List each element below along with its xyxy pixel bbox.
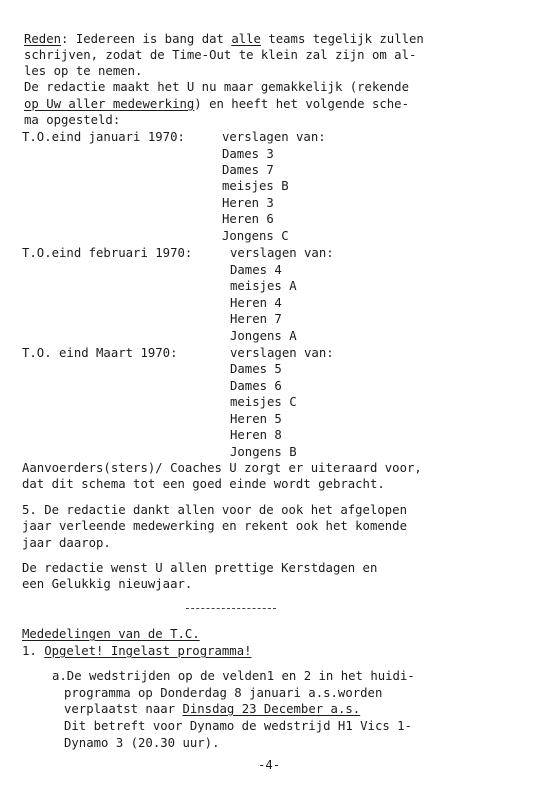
team-item: Dames 6 bbox=[230, 379, 282, 393]
team-item: Dames 4 bbox=[230, 263, 282, 277]
schema-label: verslagen van: bbox=[230, 246, 334, 260]
team-item: Heren 3 bbox=[222, 196, 274, 210]
aanvoerders-line-1: Aanvoerders(sters)/ Coaches U zorgt er uiteraard voor, bbox=[22, 461, 422, 475]
team-item: Dames 5 bbox=[230, 362, 282, 376]
reden-line-5: op Uw aller medewerking) en heeft het volgende sche- bbox=[24, 97, 409, 111]
tc-a-line-5: Dynamo 3 (20.30 uur). bbox=[64, 736, 220, 750]
reden-line-6: ma opgesteld: bbox=[24, 113, 121, 127]
team-item: Jongens B bbox=[230, 445, 297, 459]
wensen-line-2: een Gelukkig nieuwjaar. bbox=[22, 577, 193, 591]
punt5-line-3: jaar daarop. bbox=[22, 536, 111, 550]
section-separator bbox=[186, 608, 276, 609]
team-item: Heren 8 bbox=[230, 428, 282, 442]
team-item: Jongens A bbox=[230, 329, 297, 343]
tc-item-1: 1. Opgelet! Ingelast programma! bbox=[22, 644, 252, 658]
reden-line-4: De redactie maakt het U nu maar gemakkelijk (rekende bbox=[24, 80, 409, 94]
page-number: -4- bbox=[258, 758, 281, 772]
team-item: Dames 3 bbox=[222, 147, 274, 161]
reden-line-2: schrijven, zodat de Time-Out te klein zal zijn om al- bbox=[24, 48, 417, 62]
tc-a-line-2: programma op Donderdag 8 januari a.s.worden bbox=[64, 686, 383, 700]
reden-line-1: Reden: Iedereen is bang dat alle teams tegelijk zullen bbox=[24, 32, 424, 46]
reden-line-3: les op te nemen. bbox=[24, 64, 143, 78]
opgelet-notice: Opgelet! Ingelast programma! bbox=[44, 644, 252, 658]
dinsdag-date: Dinsdag 23 December a.s. bbox=[182, 702, 361, 716]
team-item: Heren 7 bbox=[230, 312, 282, 326]
tc-a-line-1: a.De wedstrijden op de velden1 en 2 in het huidi- bbox=[52, 669, 415, 683]
punt5-line-1: 5. De redactie dankt allen voor de ook het afgelopen bbox=[22, 503, 407, 517]
medewerking-phrase: op Uw aller medewerking bbox=[24, 97, 195, 111]
tc-a-line-3: verplaatst naar Dinsdag 23 December a.s. bbox=[64, 702, 361, 716]
tc-heading: Mededelingen van de T.C. bbox=[22, 627, 200, 641]
schema-label: verslagen van: bbox=[230, 346, 334, 360]
aanvoerders-line-2: dat dit schema tot een goed einde wordt gebracht. bbox=[22, 477, 385, 491]
team-item: Heren 4 bbox=[230, 296, 282, 310]
tc-a-line-4: Dit betreft voor Dynamo de wedstrijd H1 Vics 1- bbox=[64, 719, 412, 733]
team-item: meisjes A bbox=[230, 279, 297, 293]
team-item: meisjes C bbox=[230, 395, 297, 409]
team-item: Jongens C bbox=[222, 229, 289, 243]
reden-label: Reden bbox=[24, 32, 62, 46]
schema-period: T.O.eind februari 1970: bbox=[22, 246, 193, 260]
schema-period: T.O. eind Maart 1970: bbox=[22, 346, 178, 360]
schema-period: T.O.eind januari 1970: bbox=[22, 130, 185, 144]
team-item: Heren 6 bbox=[222, 212, 274, 226]
team-item: meisjes B bbox=[222, 179, 289, 193]
alle-word: alle bbox=[231, 32, 261, 46]
schema-label: verslagen van: bbox=[222, 130, 326, 144]
punt5-line-2: jaar verleende medewerking en rekent ook het komende bbox=[22, 519, 407, 533]
team-item: Heren 5 bbox=[230, 412, 282, 426]
wensen-line-1: De redactie wenst U allen prettige Kerstdagen en bbox=[22, 561, 378, 575]
team-item: Dames 7 bbox=[222, 163, 274, 177]
